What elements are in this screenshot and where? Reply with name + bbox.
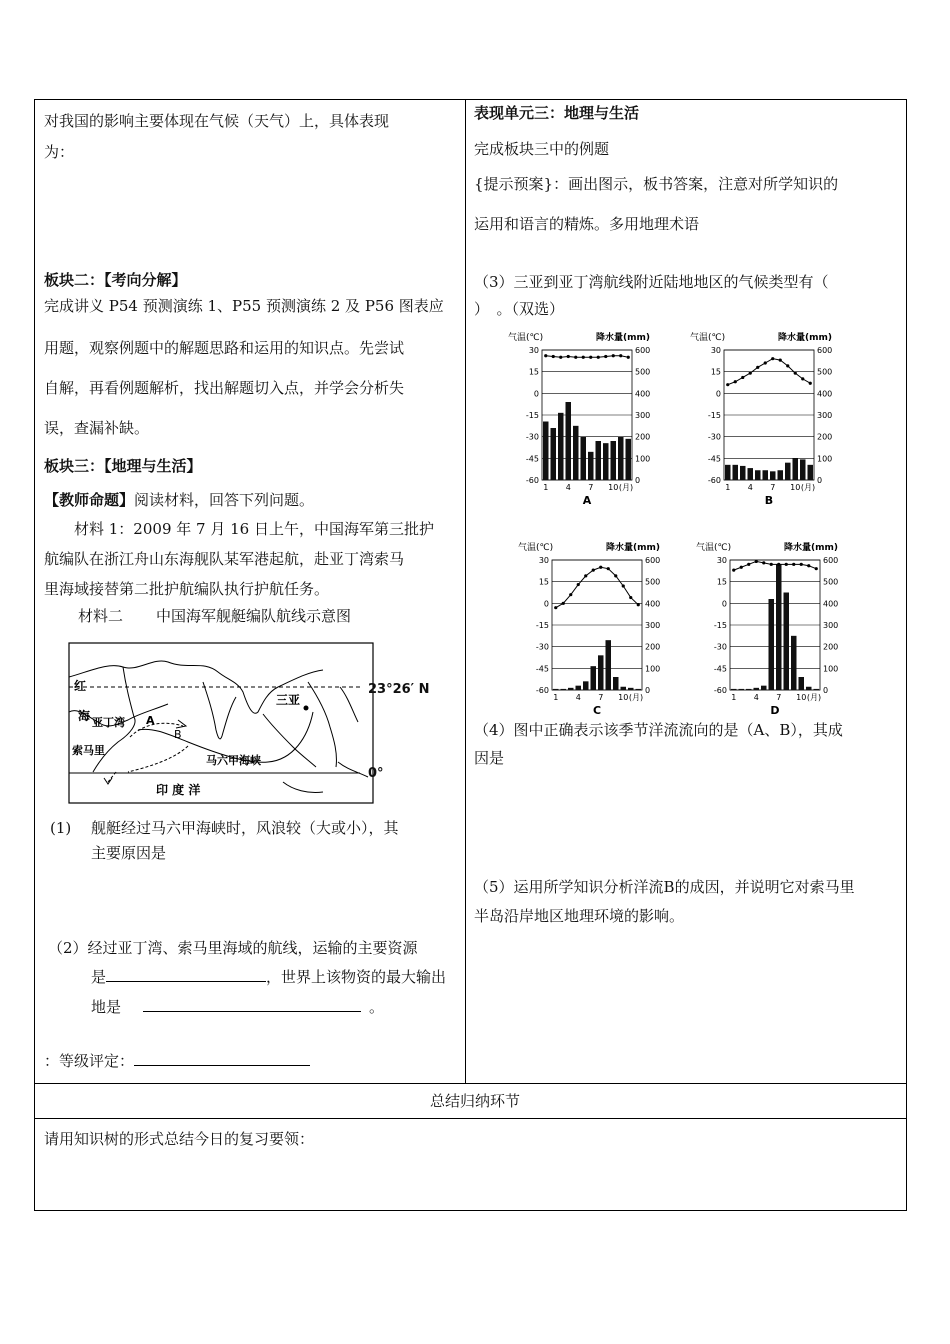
temperature-line xyxy=(556,567,639,607)
precip-tick-label: 400 xyxy=(817,389,833,399)
x-tick-label: 4 xyxy=(747,483,753,492)
precip-axis-label: 降水量(mm) xyxy=(778,333,832,343)
temperature-point xyxy=(755,560,758,563)
map-red-sea-label: 红 xyxy=(74,679,87,693)
precipitation-bar xyxy=(733,465,739,480)
map-malacca-label: 马六甲海峡 xyxy=(206,754,261,767)
q2-line3-prefix: 地是 xyxy=(91,998,122,1016)
temp-tick-label: -45 xyxy=(535,664,549,674)
map-sea-label: 海 xyxy=(78,709,91,723)
map-aden-label: 亚丁湾 xyxy=(92,716,125,729)
temperature-point xyxy=(544,354,547,357)
temperature-point xyxy=(756,366,759,369)
temperature-point xyxy=(629,596,632,599)
question-5-line-2: 半岛沿岸地区地理环境的影响。 xyxy=(474,907,685,925)
precip-tick-label: 0 xyxy=(817,476,823,485)
question-5-line-1: （5）运用所学知识分析洋流B的成因，并说明它对索马里 xyxy=(474,878,855,896)
precip-tick-label: 400 xyxy=(635,389,651,399)
temperature-point xyxy=(786,364,789,367)
intro-line-1: 对我国的影响主要体现在气候（天气）上，具体表现 xyxy=(44,112,390,130)
grade-label: ：等级评定： xyxy=(44,1052,135,1070)
chart-title: D xyxy=(770,704,780,717)
precip-tick-label: 0 xyxy=(635,476,641,485)
temperature-line xyxy=(734,561,817,570)
temperature-point xyxy=(584,574,587,577)
precipitation-bar xyxy=(558,413,564,480)
grade-row xyxy=(44,1051,310,1071)
section3-title: 板块三：【地理与生活】 xyxy=(44,457,202,475)
temp-axis-label: 气温(℃) xyxy=(518,543,554,553)
precipitation-bar xyxy=(606,640,612,690)
precip-tick-label: 200 xyxy=(817,432,833,442)
x-tick-label: (月) xyxy=(800,483,816,492)
temperature-point xyxy=(559,356,562,359)
temp-tick-label: 30 xyxy=(528,346,539,355)
precipitation-bar xyxy=(628,688,634,690)
temp-tick-label: -15 xyxy=(707,411,721,420)
precip-axis-label: 降水量(mm) xyxy=(784,543,838,553)
temperature-point xyxy=(800,563,803,566)
material1-line-1: 材料 1：2009 年 7 月 16 日上午，中国海军第三批护 xyxy=(74,520,434,538)
hint-line-2: 运用和语言的精炼。多用地理术语 xyxy=(474,215,700,233)
answer-blank-exporter[interactable] xyxy=(143,997,361,1012)
precip-tick-label: 200 xyxy=(635,432,651,442)
temperature-point xyxy=(554,606,557,609)
column-divider xyxy=(465,99,466,1083)
hint-line-1: {提示预案}：画出图示，板书答案，注意对所学知识的 xyxy=(474,175,839,193)
q2-line3-suffix: 。 xyxy=(369,998,385,1016)
temperature-point xyxy=(762,561,765,564)
precipitation-bar xyxy=(583,681,589,690)
question-4-line-1: （4）图中正确表示该季节洋流流向的是（A、B），其成 xyxy=(474,721,843,739)
sanya-marker xyxy=(304,706,309,711)
precipitation-bar xyxy=(573,426,579,480)
precip-tick-label: 100 xyxy=(823,664,839,674)
precipitation-bar xyxy=(591,666,597,690)
temperature-point xyxy=(771,357,774,360)
precipitation-bar xyxy=(808,465,814,480)
temperature-point xyxy=(726,383,729,386)
x-tick-label: 1 xyxy=(553,693,559,702)
question-3-line-1: （3）三亚到亚丁湾航线附近陆地地区的气候类型有（ xyxy=(474,273,829,291)
question-4-line-2: 因是 xyxy=(474,749,505,767)
temp-tick-label: -60 xyxy=(713,686,727,695)
precip-tick-label: 300 xyxy=(645,621,661,630)
summary-header: 总结归纳环节 xyxy=(429,1092,520,1110)
precipitation-bar xyxy=(626,439,632,480)
precipitation-bar xyxy=(553,689,559,690)
x-tick-label: 10 xyxy=(608,483,619,492)
material1-line-2: 航编队在浙江舟山东海舰队某军港起航，赴亚丁湾索马 xyxy=(44,550,405,568)
temp-tick-label: 30 xyxy=(716,556,727,565)
precip-tick-label: 600 xyxy=(635,346,651,355)
temperature-point xyxy=(612,354,615,357)
chart-title: C xyxy=(592,704,602,717)
precipitation-bar xyxy=(763,470,769,480)
precip-tick-label: 500 xyxy=(817,367,833,377)
chart-title: A xyxy=(582,494,592,507)
temp-axis-label: 气温(℃) xyxy=(508,333,544,343)
precipitation-bar xyxy=(806,687,812,690)
temperature-point xyxy=(582,356,585,359)
precipitation-bar xyxy=(598,655,604,690)
precipitation-bar xyxy=(761,686,767,690)
temp-tick-label: 0 xyxy=(543,599,549,609)
material1-line-3: 里海域接替第二批护航编队执行护航任务。 xyxy=(44,580,330,598)
climate-chart-b xyxy=(690,330,850,515)
chart-title: B xyxy=(764,494,774,507)
precipitation-bar xyxy=(596,441,602,480)
precipitation-bar xyxy=(791,636,797,690)
x-tick-label: 4 xyxy=(565,483,571,492)
x-tick-label: 10 xyxy=(618,693,629,702)
section2-title: 板块二：【考向分解】 xyxy=(44,271,187,289)
precipitation-bar xyxy=(725,465,731,480)
table-right-border xyxy=(906,99,907,1211)
x-tick-label: 1 xyxy=(731,693,737,702)
temperature-point xyxy=(807,564,810,567)
temp-tick-label: 30 xyxy=(710,346,721,355)
precip-tick-label: 0 xyxy=(823,686,829,695)
row-divider-2 xyxy=(34,1118,907,1119)
temp-tick-label: 0 xyxy=(533,389,539,399)
map-equator-label: 0° xyxy=(368,766,384,781)
x-tick-label: 1 xyxy=(543,483,549,492)
precip-tick-label: 500 xyxy=(645,577,661,587)
precip-tick-label: 100 xyxy=(645,664,661,674)
navy-route-map xyxy=(68,642,374,804)
map-current-b-label: B xyxy=(174,728,182,741)
x-tick-label: 4 xyxy=(575,693,581,702)
temperature-point xyxy=(741,376,744,379)
material2-title: 中国海军舰艇编队航线示意图 xyxy=(156,607,352,625)
table-top-border xyxy=(34,99,907,100)
temperature-point xyxy=(627,356,630,359)
precip-tick-label: 400 xyxy=(823,599,839,609)
precipitation-bar xyxy=(621,687,627,690)
precip-axis-label: 降水量(mm) xyxy=(606,543,660,553)
precip-tick-label: 500 xyxy=(823,577,839,587)
precipitation-bar xyxy=(776,564,782,690)
precipitation-bar xyxy=(603,443,609,480)
temp-tick-label: -15 xyxy=(713,621,727,630)
temperature-point xyxy=(562,602,565,605)
temperature-point xyxy=(599,566,602,569)
precipitation-bar xyxy=(793,458,799,480)
temperature-point xyxy=(552,355,555,358)
precipitation-bar xyxy=(778,470,784,480)
material2-label: 材料二 xyxy=(78,607,124,625)
question-2-line-2 xyxy=(91,967,446,987)
x-tick-label: (月) xyxy=(618,483,634,492)
precipitation-bar xyxy=(740,466,746,480)
x-tick-label: 7 xyxy=(588,483,594,492)
temperature-point xyxy=(779,359,782,362)
temp-tick-label: -30 xyxy=(707,432,721,442)
temp-tick-label: -15 xyxy=(525,411,539,420)
temp-axis-label: 气温(℃) xyxy=(690,333,726,343)
question-1-line-2: 主要原因是 xyxy=(91,844,167,862)
precip-tick-label: 600 xyxy=(817,346,833,355)
precipitation-bar xyxy=(576,686,582,690)
precipitation-bar xyxy=(748,468,754,480)
temp-tick-label: 15 xyxy=(716,577,727,587)
x-tick-label: 10 xyxy=(790,483,801,492)
section2-line-3: 自解，再看例题解析，找出解题切入点，并学会分析失 xyxy=(44,379,405,397)
x-tick-label: 7 xyxy=(776,693,782,702)
temperature-point xyxy=(785,563,788,566)
temp-tick-label: -60 xyxy=(535,686,549,695)
precip-tick-label: 100 xyxy=(635,454,651,464)
precipitation-bar xyxy=(784,593,790,691)
precipitation-bar xyxy=(551,428,557,480)
map-tropic-label: 23°26′ N xyxy=(368,682,430,697)
temperature-point xyxy=(792,563,795,566)
temperature-point xyxy=(619,354,622,357)
temperature-point xyxy=(815,567,818,570)
precipitation-bar xyxy=(814,689,820,690)
temp-tick-label: -30 xyxy=(525,432,539,442)
precip-tick-label: 600 xyxy=(823,556,839,565)
summary-prompt: 请用知识树的形式总结今日的复习要领： xyxy=(44,1130,315,1148)
temperature-point xyxy=(764,361,767,364)
map-somalia-label: 索马里 xyxy=(72,744,105,757)
temp-tick-label: -45 xyxy=(707,454,721,464)
precip-tick-label: 400 xyxy=(645,599,661,609)
temp-tick-label: 15 xyxy=(528,367,539,377)
intro-line-2: 为： xyxy=(44,143,75,161)
table-bottom-border xyxy=(34,1210,907,1211)
question-2-line-3 xyxy=(91,997,384,1017)
temperature-point xyxy=(777,563,780,566)
temp-tick-label: -60 xyxy=(707,476,721,485)
x-tick-label: 4 xyxy=(753,693,759,702)
precipitation-bar xyxy=(769,599,775,690)
temp-axis-label: 气温(℃) xyxy=(696,543,732,553)
precipitation-bar xyxy=(746,689,752,690)
temperature-point xyxy=(809,382,812,385)
temperature-point xyxy=(794,372,797,375)
teacher-tag: 【教师命题】 xyxy=(44,491,135,509)
precipitation-bar xyxy=(588,452,594,480)
temp-tick-label: 0 xyxy=(721,599,727,609)
temp-tick-label: -45 xyxy=(525,454,539,464)
teacher-question xyxy=(44,490,314,510)
temp-tick-label: 15 xyxy=(538,577,549,587)
temperature-point xyxy=(747,563,750,566)
precipitation-bar xyxy=(799,677,805,690)
temperature-point xyxy=(637,603,640,606)
precipitation-bar xyxy=(731,689,737,690)
precipitation-bar xyxy=(561,689,567,690)
temperature-point xyxy=(607,567,610,570)
temp-tick-label: -15 xyxy=(535,621,549,630)
question-3-line-2: ） 。（双选） xyxy=(474,300,565,318)
precipitation-bar xyxy=(770,471,776,480)
temperature-point xyxy=(770,563,773,566)
temperature-point xyxy=(592,569,595,572)
temp-tick-label: -30 xyxy=(713,642,727,652)
map-sanya-label: 三亚 xyxy=(276,693,301,707)
map-indian-ocean-label: 印 度 洋 xyxy=(156,783,201,797)
precipitation-bar xyxy=(581,437,587,480)
x-tick-label: 7 xyxy=(598,693,604,702)
q2-line2-prefix: 是 xyxy=(91,968,107,986)
table-left-border xyxy=(34,99,35,1211)
precip-axis-label: 降水量(mm) xyxy=(596,333,650,343)
temperature-line xyxy=(546,356,629,357)
temperature-point xyxy=(740,566,743,569)
precipitation-bar xyxy=(739,689,745,690)
temperature-point xyxy=(749,372,752,375)
precip-tick-label: 600 xyxy=(645,556,661,565)
precipitation-bar xyxy=(618,437,624,480)
precip-tick-label: 200 xyxy=(823,642,839,652)
question-2-line-1: （2）经过亚丁湾、索马里海域的航线，运输的主要资源 xyxy=(48,939,418,957)
q2-line2-suffix: ，世界上该物资的最大输出 xyxy=(266,968,447,986)
climate-chart-d xyxy=(696,540,856,725)
precip-tick-label: 200 xyxy=(645,642,661,652)
grade-blank[interactable] xyxy=(134,1051,310,1066)
x-tick-label: 10 xyxy=(796,693,807,702)
temp-tick-label: -60 xyxy=(525,476,539,485)
temp-tick-label: 15 xyxy=(710,367,721,377)
precip-tick-label: 0 xyxy=(645,686,651,695)
x-tick-label: (月) xyxy=(628,693,644,702)
unit-title: 表现单元三：地理与生活 xyxy=(474,104,640,122)
climate-chart-c xyxy=(518,540,678,725)
precip-tick-label: 100 xyxy=(817,454,833,464)
x-tick-label: 7 xyxy=(770,483,776,492)
complete-example: 完成板块三中的例题 xyxy=(474,140,610,158)
temperature-point xyxy=(801,377,804,380)
row-divider-1 xyxy=(34,1083,907,1084)
temperature-point xyxy=(569,593,572,596)
section2-line-4: 误，查漏补缺。 xyxy=(44,419,150,437)
answer-blank-resource[interactable] xyxy=(106,967,266,982)
precip-tick-label: 300 xyxy=(635,411,651,420)
climate-chart-a xyxy=(508,330,668,515)
temperature-point xyxy=(589,356,592,359)
teacher-text: 阅读材料，回答下列问题。 xyxy=(134,491,315,509)
precipitation-bar xyxy=(613,677,619,690)
temperature-point xyxy=(734,380,737,383)
temperature-point xyxy=(597,356,600,359)
precipitation-bar xyxy=(754,688,760,690)
temperature-point xyxy=(574,356,577,359)
map-current-a-label: A xyxy=(146,714,155,727)
temperature-point xyxy=(732,569,735,572)
precipitation-bar xyxy=(611,441,617,480)
precipitation-bar xyxy=(636,689,642,690)
x-tick-label: (月) xyxy=(806,693,822,702)
precipitation-bar xyxy=(543,422,549,481)
question-1-line-1: (1) 舰艇经过马六甲海峡时，风浪较（大或小），其 xyxy=(50,819,399,837)
section2-line-2: 用题，观察例题中的解题思路和运用的知识点。先尝试 xyxy=(44,339,405,357)
precip-tick-label: 300 xyxy=(817,411,833,420)
temp-tick-label: 0 xyxy=(715,389,721,399)
temp-tick-label: 30 xyxy=(538,556,549,565)
precipitation-bar xyxy=(800,459,806,480)
section2-line-1: 完成讲义 P54 预测演练 1、P55 预测演练 2 及 P56 图表应 xyxy=(44,297,444,315)
precipitation-bar xyxy=(568,688,574,690)
precipitation-bar xyxy=(785,463,791,480)
temp-tick-label: -30 xyxy=(535,642,549,652)
precip-tick-label: 300 xyxy=(823,621,839,630)
temperature-point xyxy=(567,355,570,358)
precipitation-bar xyxy=(755,470,761,480)
temperature-point xyxy=(604,355,607,358)
temp-tick-label: -45 xyxy=(713,664,727,674)
precipitation-bar xyxy=(566,402,572,480)
temperature-point xyxy=(577,583,580,586)
temperature-point xyxy=(614,574,617,577)
temperature-point xyxy=(622,584,625,587)
precip-tick-label: 500 xyxy=(635,367,651,377)
x-tick-label: 1 xyxy=(725,483,731,492)
